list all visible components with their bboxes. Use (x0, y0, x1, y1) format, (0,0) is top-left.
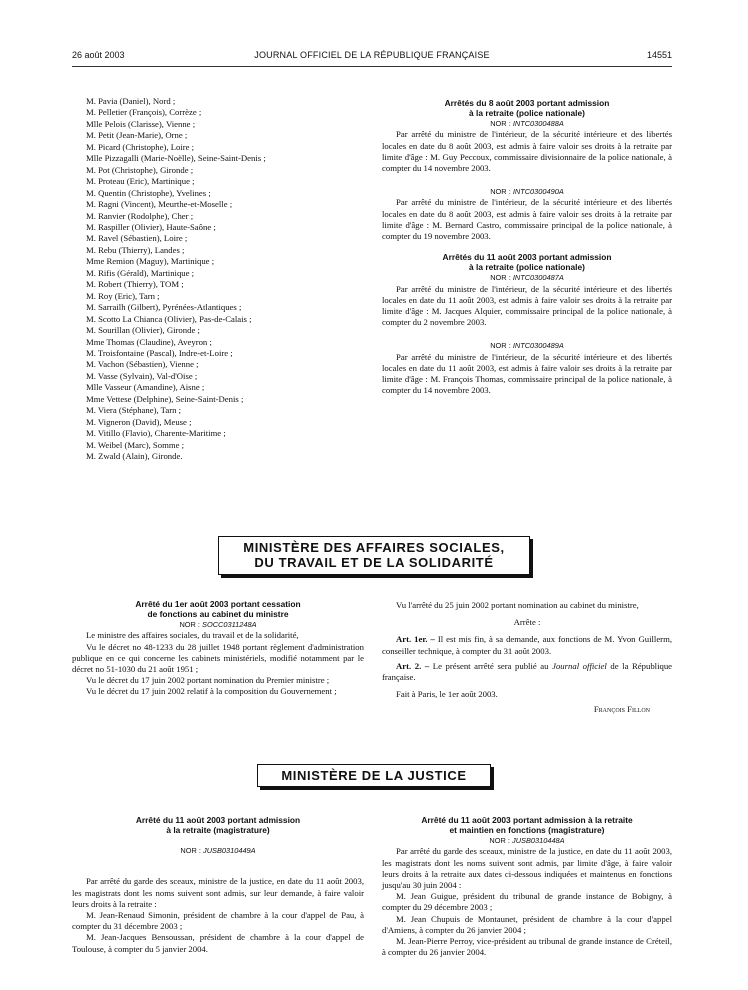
name-entry: M. Rebu (Thierry), Landes ; (86, 244, 185, 255)
justice-left-title: Arrêté du 11 août 2003 portant admission à la retraite (magistrature) (135, 815, 301, 835)
name-entry: M. Sarrailh (Gilbert), Pyrénées-Atlantiques ; (86, 302, 242, 313)
name-entry: M. Ravel (Sébastien), Loire ; (86, 233, 188, 244)
header-date: 26 août 2003 (72, 50, 125, 60)
nor-line: NOR : JUSB0310449A (180, 846, 256, 856)
police-title-1: Arrêtés du 8 août 2003 portant admission à la retraite (police nationale) (444, 98, 610, 118)
justice-left-paragraph-3: M. Jean-Jacques Bensoussan, président de chambre à la cour d'appel de Toulouse, à compter du 5 janvier 2004. (72, 932, 364, 954)
name-entry: M. Sourillan (Olivier), Gironde ; (86, 325, 200, 336)
ministry-heading-justice: MINISTÈRE DE LA JUSTICE (257, 764, 491, 787)
name-entry: Mme Thomas (Claudine), Aveyron ; (86, 336, 212, 347)
name-entry: Mlle Pelois (Clarisse), Vienne ; (86, 118, 196, 129)
cabinet-arrete: Arrête : (513, 617, 541, 628)
justice-right (382, 816, 672, 958)
name-entry: M. Pot (Christophe), Gironde ; (86, 164, 194, 175)
nor-line: NOR : INTC0300489A (490, 341, 564, 351)
cabinet-visa-2: Vu le décret du 17 juin 2002 portant nomination du Premier ministre ; (86, 675, 330, 686)
police-section (382, 99, 672, 396)
ministry-heading-social: MINISTÈRE DES AFFAIRES SOCIALES, DU TRAVAIL ET DE LA SOLIDARITÉ (218, 536, 530, 575)
police-paragraph-3: Par arrêté du ministre de l'intérieur, de la sécurité intérieure et des libertés locales en date du 11 août 2003, est admis à faire valoir ses droits à la retraite par limite d'âge : M. Jacques Alquier, commissaire principal de la police nationale, à compter du 2 novembre 2003. (382, 283, 672, 328)
nor-line: NOR : INTC0300488A (490, 119, 564, 129)
cabinet-visa-3: Vu le décret du 17 juin 2002 relatif à la composition du Gouvernement ; (86, 686, 337, 697)
name-entry: M. Pelletier (François), Corrèze ; (86, 107, 202, 118)
name-entry: M. Roy (Eric), Tarn ; (86, 290, 160, 301)
name-entry: Mlle Pizzagalli (Marie-Noëlle), Seine-Saint-Denis ; (86, 153, 266, 164)
justice-right-paragraph-2: M. Jean Guigue, président du tribunal de grande instance de Bobigny, à compter du 29 décembre 2003 ; (382, 891, 672, 913)
name-entry: M. Petit (Jean-Marie), Orne ; (86, 130, 188, 141)
name-entry: M. Raspiller (Olivier), Haute-Saône ; (86, 221, 216, 232)
nor-line: NOR : INTC0300490A (490, 187, 564, 197)
name-entry: Mlle Vasseur (Amandine), Aisne ; (86, 382, 205, 393)
header-rule (72, 66, 672, 67)
name-entry: Mme Vettese (Delphine), Seine-Saint-Denis ; (86, 393, 244, 404)
name-entry: M. Troisfontaine (Pascal), Indre-et-Loire ; (86, 347, 233, 358)
justice-left-paragraph-1: Par arrêté du garde des sceaux, ministre de la justice, en date du 11 août 2003, les magistrats dont les noms suivent sont admis, sur leur demande, à faire valoir leurs droits à la retraite : (72, 876, 364, 909)
justice-left (72, 816, 364, 955)
police-title-2: Arrêtés du 11 août 2003 portant admission à la retraite (police nationale) (442, 252, 612, 272)
nor-line: NOR : INTC0300487A (490, 273, 564, 283)
name-entry: M. Ragni (Vincent), Meurthe-et-Moselle ; (86, 199, 233, 210)
cabinet-visa-1: Vu le décret no 48-1233 du 28 juillet 1948 portant règlement d'administration publique en ce qui concerne les cabinets ministériels, modifié notamment par le décret no 51-1030 du 21 août 1951 ; (72, 641, 364, 674)
names-list (72, 96, 366, 463)
justice-right-paragraph-1: Par arrêté du garde des sceaux, ministre de la justice, en date du 11 août 2003, les magistrats dont les noms suivent sont admis, par limite d'âge, à faire valoir leurs droits à la retraite aux dates ci-dessous indiquées et maintenus en fonctions jusqu'au 30 juin 2004 : (382, 846, 672, 890)
name-entry: M. Ranvier (Rodolphe), Cher ; (86, 210, 194, 221)
page-number: 14551 (646, 50, 672, 60)
name-entry: M. Proteau (Eric), Martinique ; (86, 176, 195, 187)
police-paragraph-4: Par arrêté du ministre de l'intérieur, de la sécurité intérieure et des libertés locales en date du 11 août 2003, est admis à faire valoir ses droits à la retraite par limite d'âge : M. François Thomas, commissaire principal de la police nationale, à compter du 14 novembre 2003. (382, 351, 672, 396)
name-entry: M. Vitillo (Flavio), Charente-Maritime ; (86, 428, 226, 439)
name-entry: M. Picard (Christophe), Loire ; (86, 141, 195, 152)
name-entry: M. Quentin (Christophe), Yvelines ; (86, 187, 211, 198)
nor-line: NOR : SOCC0311248A (179, 620, 257, 630)
cabinet-left (72, 600, 364, 698)
cabinet-minister: Le ministre des affaires sociales, du travail et de la solidarité, (86, 630, 299, 641)
nor-line: NOR : JUSB0310448A (489, 836, 565, 846)
cabinet-signature: François Fillon (593, 704, 650, 715)
cabinet-right (382, 600, 672, 716)
justice-right-paragraph-4: M. Jean-Pierre Perroy, vice-président au tribunal de grande instance de Créteil, à compter du 26 janvier 2004. (382, 936, 672, 958)
cabinet-article-2: Art. 2. – Le présent arrêté sera publié au Journal officiel de la République française. (382, 660, 673, 683)
name-entry: M. Rifis (Gérald), Martinique ; (86, 267, 195, 278)
cabinet-title: Arrêté du 1er août 2003 portant cessation de fonctions au cabinet du ministre (135, 599, 301, 619)
justice-right-title: Arrêté du 11 août 2003 portant admission à la retraite et maintien en fonctions (magistrature) (421, 815, 633, 835)
name-entry: M. Robert (Thierry), TOM ; (86, 279, 184, 290)
name-entry: M. Vasse (Sylvain), Val-d'Oise ; (86, 370, 198, 381)
justice-left-paragraph-2: M. Jean-Renaud Simonin, président de chambre à la cour d'appel de Pau, à compter du 31 décembre 2003 ; (72, 910, 364, 932)
justice-right-paragraph-3: M. Jean Chupuis de Montaunet, président de chambre à la cour d'appel d'Amiens, à compter du 26 janvier 2004 ; (382, 913, 672, 935)
cabinet-fait: Fait à Paris, le 1er août 2003. (396, 689, 498, 700)
name-entry: M. Pavia (Daniel), Nord ; (86, 96, 176, 106)
cabinet-article-1: Art. 1er. – Il est mis fin, à sa demande, aux fonctions de M. Yvon Guillerm, conseiller technique, à compter du 31 août 2003. (382, 634, 673, 656)
name-entry: M. Zwald (Alain), Gironde. (86, 451, 183, 462)
police-paragraph-1: Par arrêté du ministre de l'intérieur, de la sécurité intérieure et des libertés locales en date du 8 août 2003, est admis à faire valoir ses droits à la retraite par limite d'âge : M. Guy Peccoux, commissaire divisionnaire de la police nationale, à compter du 14 novembre 2003. (382, 129, 672, 173)
cabinet-visa-4: Vu l'arrêté du 25 juin 2002 portant nomination au cabinet du ministre, (396, 600, 639, 610)
name-entry: M. Vigneron (David), Meuse ; (86, 416, 192, 427)
name-entry: M. Vachon (Sébastien), Vienne ; (86, 359, 199, 370)
name-entry: M. Viera (Stéphane), Tarn ; (86, 405, 182, 416)
journal-title: JOURNAL OFFICIEL DE LA RÉPUBLIQUE FRANÇAISE (254, 50, 490, 60)
name-entry: M. Scotto La Chianca (Olivier), Pas-de-Calais ; (86, 313, 252, 324)
page-header (72, 50, 672, 64)
name-entry: M. Weibel (Marc), Somme ; (86, 439, 185, 450)
police-paragraph-2: Par arrêté du ministre de l'intérieur, de la sécurité intérieure et des libertés locales en date du 8 août 2003, est admis à faire valoir ses droits à la retraite par limite d'âge : M. Bernard Castro, commissaire principal de la police nationale, à compter du 19 novembre 2003. (382, 197, 672, 242)
name-entry: Mme Remion (Maguy), Martinique ; (86, 256, 215, 267)
